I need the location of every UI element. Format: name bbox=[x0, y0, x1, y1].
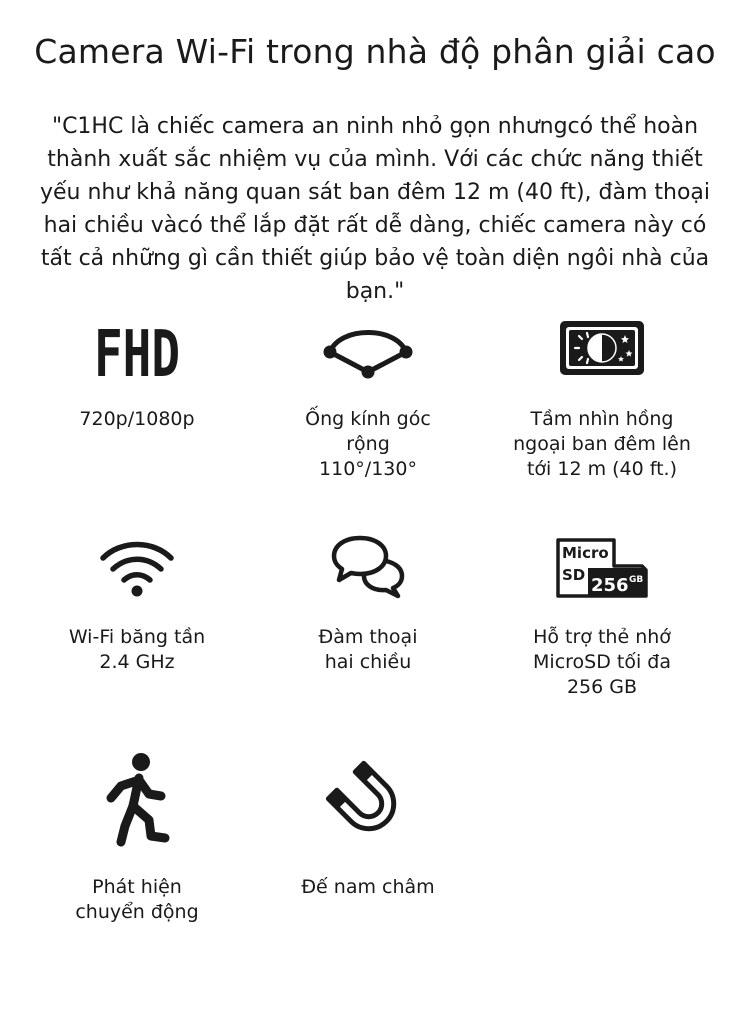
chat-bubbles-icon bbox=[330, 534, 406, 598]
feature-night-vision bbox=[492, 310, 712, 490]
feature-label-magnetic-base: Đế nam châm bbox=[301, 876, 435, 898]
feature-label-two-way-audio: Đàm thoại hai chiều bbox=[318, 626, 418, 673]
feature-motion-detection bbox=[27, 750, 247, 923]
microsd-text-gb: GB bbox=[629, 575, 644, 585]
feature-wide-angle bbox=[258, 310, 478, 490]
microsd-text-sd: SD bbox=[562, 566, 586, 584]
feature-resolution bbox=[27, 310, 247, 490]
feature-label-wifi: Wi-Fi băng tần 2.4 GHz bbox=[68, 626, 206, 673]
feature-label-wide-angle: Ống kính góc rộng 110°/130° bbox=[305, 408, 431, 480]
feature-two-way-audio bbox=[258, 530, 478, 690]
feature-label-resolution: 720p/1080p bbox=[79, 408, 195, 430]
wide-angle-lens-icon bbox=[320, 318, 416, 386]
fhd-icon-text: FHD bbox=[94, 318, 180, 392]
running-person-icon bbox=[99, 750, 175, 850]
feature-label-microsd: Hỗ trợ thẻ nhớ MicroSD tối đa 256 GB bbox=[533, 626, 671, 698]
microsd-text-256: 256 bbox=[591, 575, 629, 596]
feature-wifi bbox=[27, 530, 247, 690]
page-title: Camera Wi-Fi trong nhà độ phân giải cao bbox=[34, 32, 716, 71]
fhd-icon bbox=[82, 318, 192, 392]
feature-label-motion-detection: Phát hiện chuyển động bbox=[75, 876, 199, 923]
night-vision-icon bbox=[557, 318, 647, 378]
feature-magnetic-base bbox=[258, 750, 478, 920]
intro-quote: "C1HC là chiếc camera an ninh nhỏ gọn nhưngcó thể hoàn thành xuất sắc nhiệm vụ của mình. Với các chức năng thiết yếu như khả năng quan sát ban đêm 12 m (40 ft), đàm thoại hai chiều vàcó thể lắp đặt rất dễ dàng, chiếc camera này có tất cả những gì cần thiết giúp bảo vệ toàn diện ngôi nhà của bạn." bbox=[39, 114, 711, 304]
magnet-icon bbox=[329, 764, 407, 842]
microsd-card-icon bbox=[554, 536, 650, 600]
feature-microsd bbox=[492, 530, 712, 700]
wifi-icon bbox=[97, 536, 177, 598]
feature-label-night-vision: Tầm nhìn hồng ngoại ban đêm lên tới 12 m (40 ft.) bbox=[513, 408, 691, 480]
microsd-text-micro: Micro bbox=[562, 544, 609, 562]
